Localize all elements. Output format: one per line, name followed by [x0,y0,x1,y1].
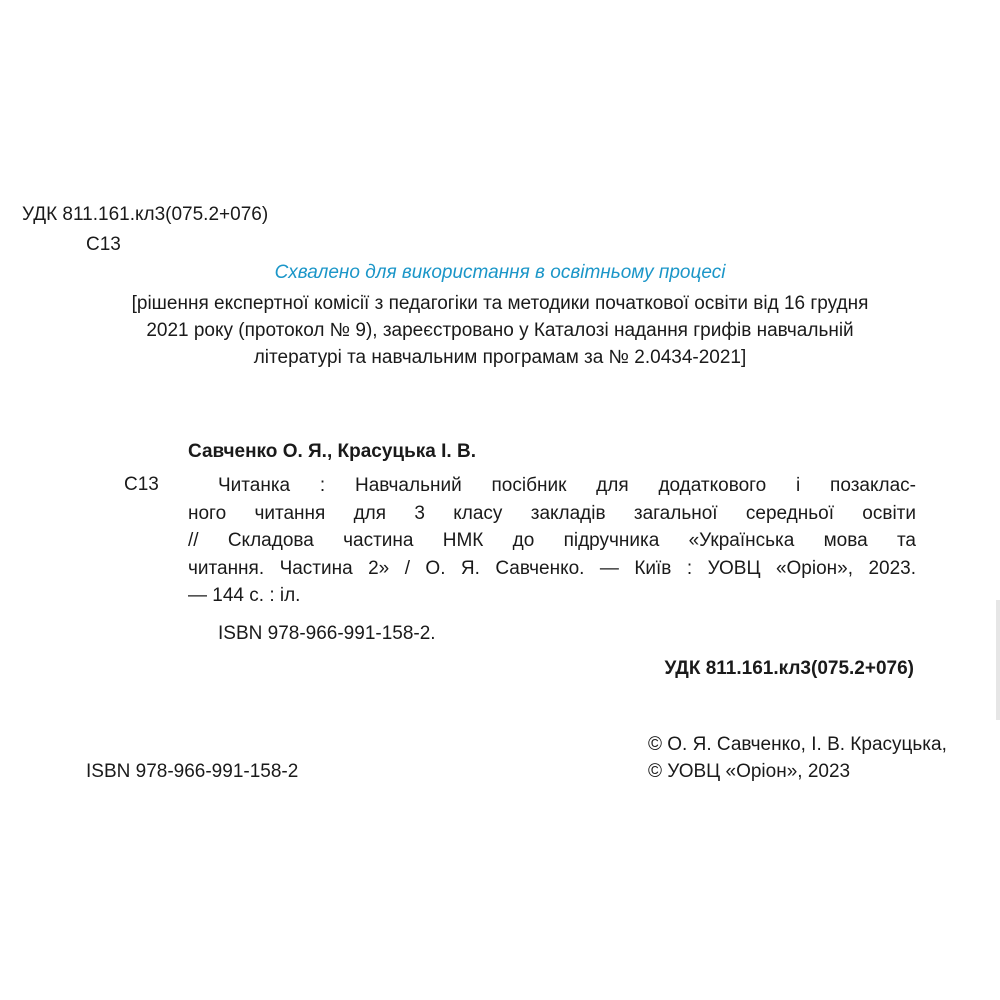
annotation-line: Читанка : Навчальний посібник для додаткового і позаклас- [218,475,916,496]
decision-line: 2021 року (протокол № 9), зареєстровано у Каталозі надання грифів навчальній [146,320,854,341]
copyright-publisher: © УОВЦ «Оріон», 2023 [648,761,851,782]
commission-decision [20,290,980,371]
approval-statement: Схвалено для використання в освітньому процесі [274,262,726,283]
udk-code-top: УДК 811.161.кл3(075.2+076) [22,204,269,225]
annotation-line: ного читання для 3 класу закладів загальної середньої освіти [188,502,916,524]
authors-heading: Савченко О. Я., Красуцька І. В. [188,441,476,462]
library-code-top: С13 [86,234,121,255]
isbn-bottom: ISBN 978-966-991-158-2 [86,761,299,782]
bibliographic-annotation [188,472,916,610]
annotation-line: — 144 с. : іл. [188,585,301,606]
page-edge-shadow [996,600,1000,720]
copyright-authors: © О. Я. Савченко, І. В. Красуцька, [648,734,947,755]
annotation-line: // Складова частина НМК до підручника «Українська мова та [188,530,916,551]
decision-line: літературі та навчальним програмам за № 2.0434-2021] [253,347,747,368]
library-code-side: С13 [124,474,159,495]
isbn-inline: ISBN 978-966-991-158-2. [218,623,436,644]
udk-code-bottom: УДК 811.161.кл3(075.2+076) [664,658,914,679]
annotation-line: читання. Частина 2» / О. Я. Савченко. — Київ : УОВЦ «Оріон», 2023. [188,557,916,579]
decision-line: [рішення експертної комісії з педагогіки та методики початкової освіти від 16 грудня [131,293,869,314]
